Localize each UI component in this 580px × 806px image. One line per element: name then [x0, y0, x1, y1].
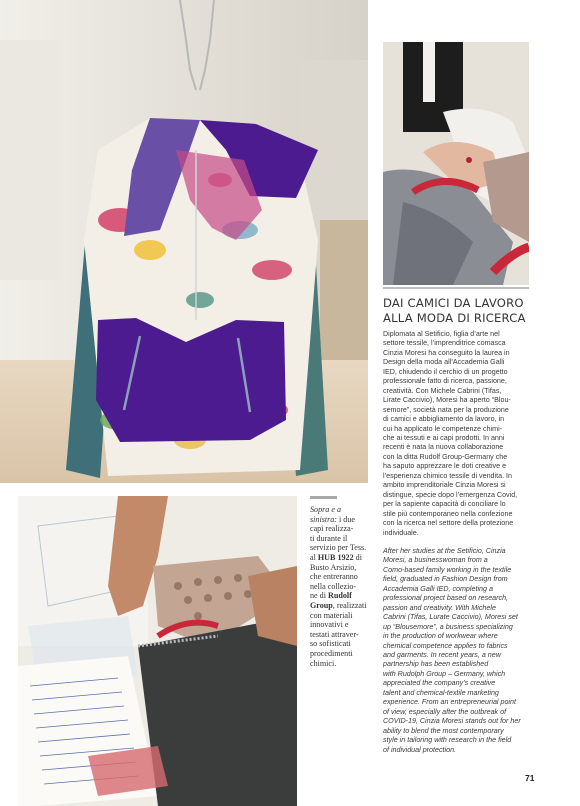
text-line: creatività. Con Michele Cabrini (Tifas,: [383, 386, 502, 395]
text-line: ability to blend the most contemporary: [383, 726, 504, 735]
caption-line: Sopra e a: [310, 505, 342, 514]
caption-rule: [310, 496, 337, 499]
text-line: and garments. In recent years, a new: [383, 650, 501, 659]
text-line: with Rudolph Group – Germany, which: [383, 669, 506, 678]
text-line: professionale fatto di ricerca, passione,: [383, 377, 507, 386]
text-line: individuale.: [383, 528, 419, 537]
text-line: IED, chiudendo il cerchio di un progetto: [383, 367, 508, 376]
text-line: up “Blousemore”, a business specializing: [383, 622, 513, 631]
text-line: passion and creativity. With Michele: [383, 603, 496, 612]
text-line: distingue, specie dopo l’emergenza Covid,: [383, 490, 518, 499]
text-line: of individual protection.: [383, 745, 457, 754]
text-line: semore”, società nata per la produzione: [383, 405, 509, 414]
text-line: di camici e abbigliamento da lavoro, in: [383, 415, 505, 424]
headline-line: ALLA MODA DI RICERCA: [383, 311, 526, 325]
photo-hands-with-fabric: [383, 42, 529, 285]
caption-line: servizio per Tess.: [310, 543, 367, 553]
text-line: Cabrini (Tifas, Lurate Caccivio), Moresi set: [383, 613, 518, 622]
text-line: After her studies at the Setificio, Cinzia: [383, 547, 506, 555]
text-line: style in tailoring with research in the field: [383, 736, 512, 745]
caption-text: al: [310, 552, 318, 562]
caption-line: [310, 515, 370, 525]
text-line: con la ditta Rudolf Group-Germany che: [383, 452, 508, 461]
text-line: l’esperienza chimico tessile di vendita. In: [383, 471, 512, 480]
caption-text: , realizzati: [332, 600, 367, 610]
photo-sketches-and-zipper: [18, 496, 297, 806]
text-line: in the production of workwear where: [383, 632, 498, 641]
text-line: talent and chemical-textile marketing: [383, 688, 499, 697]
text-line: field, graduated in Fashion Design from: [383, 575, 508, 584]
headline-line: DAI CAMICI DA LAVORO: [383, 296, 524, 310]
text-line: Design della moda all’Accademia Galli: [383, 358, 505, 367]
caption-line: nella collezio-: [310, 581, 357, 591]
text-line: appreciated the company’s creative: [383, 679, 496, 688]
text-line: chemical competence applies to fabrics: [383, 641, 508, 650]
text-line: Como-based family working in the textile: [383, 565, 512, 574]
text-line: che ai tessuti e ai capi prodotti. In anni: [383, 433, 505, 442]
caption-line: capi realizza-: [310, 524, 354, 534]
text-line: stile più contemporaneo nella confezione: [383, 509, 513, 518]
caption-line: testati attraver-: [310, 629, 359, 639]
caption-line: [310, 553, 370, 563]
caption-text: di: [353, 552, 362, 562]
text-line: per la sapiente capacità di conciliare lo: [383, 500, 506, 509]
page-number: 71: [525, 773, 535, 783]
photo-garment-on-hanger: [0, 0, 368, 483]
text-line: Lirate Caccivio), Moresi ha aperto “Blou-: [383, 396, 511, 405]
caption-bold: Rudolf: [327, 591, 352, 601]
article-paragraph-english: [383, 547, 565, 755]
caption-bold: HUB 1922: [317, 552, 354, 562]
text-line: settore tessile, l’imprenditrice comasca: [383, 339, 506, 348]
garment-illustration: [0, 0, 368, 483]
caption-text: i due: [337, 514, 355, 524]
caption-line: chimici.: [310, 658, 337, 668]
caption-line: ti durante il: [310, 533, 348, 543]
caption-line: con materiali: [310, 610, 353, 620]
article-headline: [383, 296, 543, 326]
text-line: ambito imprenditoriale Cinzia Moresi si: [383, 481, 506, 490]
headline-top-rule: [383, 287, 529, 289]
text-line: cui ha applicato le competenze chimi-: [383, 424, 503, 433]
text-line: experience. From an entrepreneurial point: [383, 698, 516, 707]
text-line: ha saputo apprezzare le doti creative e: [383, 462, 507, 471]
caption-line: [310, 601, 370, 611]
caption-line: so sofisticati: [310, 639, 351, 649]
text-line: Moresi, a businesswoman from a: [383, 556, 488, 565]
caption-line: che entreranno: [310, 572, 358, 582]
caption-text: ne di: [310, 591, 328, 601]
text-line: of view, especially after the outbreak of: [383, 707, 507, 716]
text-line: recenti è nata la nuova collaborazione: [383, 443, 504, 452]
caption-line: [310, 591, 370, 601]
article-paragraph-italian: [383, 330, 565, 538]
caption-line: procedimenti: [310, 648, 353, 658]
caption-emphasis: sinistra:: [310, 514, 337, 524]
text-line: con la ricerca nel settore della protezione: [383, 519, 514, 528]
fabric-illustration: [383, 42, 529, 285]
text-line: Accademia Galli IED, completing a: [383, 584, 493, 593]
caption-line: innovativi e: [310, 620, 349, 630]
photo-caption: [310, 505, 370, 668]
text-line: COVID-19, Cinzia Moresi stands out for her: [383, 717, 521, 726]
text-line: Cinzia Moresi ha conseguito la laurea in: [383, 348, 510, 357]
text-line: professional project based on research,: [383, 594, 509, 603]
caption-line: Busto Arsizio,: [310, 562, 357, 572]
text-line: partnership has been established: [383, 660, 489, 669]
sketch-illustration: [18, 496, 297, 806]
caption-bold: Group: [310, 600, 333, 610]
text-line: Diplomata al Setificio, figlia d’arte nel: [383, 330, 500, 338]
